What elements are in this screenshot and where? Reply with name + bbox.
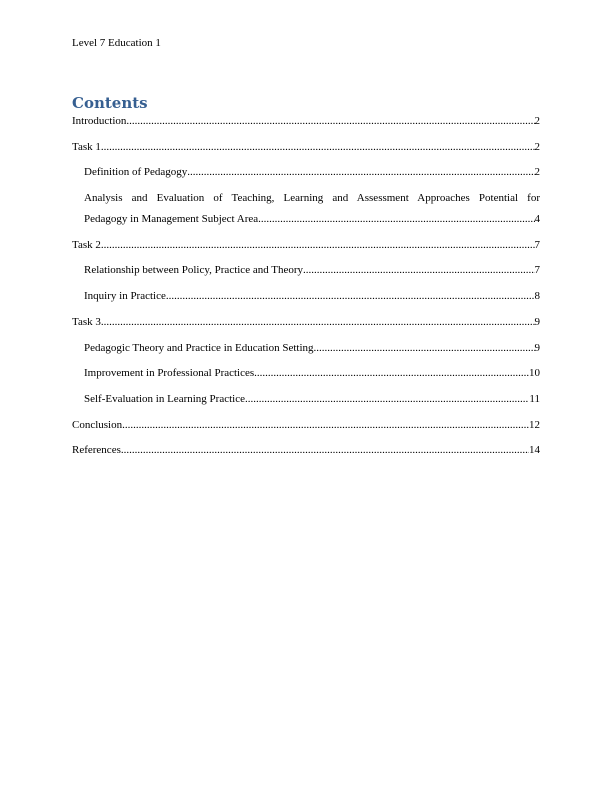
toc-entry-self-evaluation[interactable] (72, 389, 540, 410)
toc-entry-conclusion[interactable] (72, 415, 540, 436)
dot-leader (166, 286, 535, 307)
toc-page-number: 9 (534, 341, 540, 354)
toc-page-number: 7 (534, 238, 540, 251)
toc-entry-label: Task 2 (72, 238, 101, 251)
contents-heading: Contents (72, 94, 148, 112)
toc-entry-inquiry-in-practice[interactable] (72, 286, 540, 307)
toc-entry-relationship[interactable] (72, 260, 540, 281)
toc-page-number: 2 (534, 140, 540, 153)
dot-leader (121, 440, 529, 461)
toc-entry-label: Task 1 (72, 140, 101, 153)
toc-entry-introduction[interactable] (72, 111, 540, 132)
toc-entry-label-line1: Analysis and Evaluation of Teaching, Learning and Assessment Approaches Potential for (84, 192, 540, 205)
toc-entry-label: Improvement in Professional Practices (84, 367, 255, 380)
toc-entry-label: Pedagogy in Management Subject Area (84, 213, 259, 226)
toc-page-number: 14 (529, 444, 540, 457)
toc-page-number: 4 (534, 213, 540, 226)
toc-entry-label: Conclusion (72, 418, 123, 431)
toc-entry-definition-of-pedagogy[interactable] (72, 162, 540, 183)
toc-entry-label: Definition of Pedagogy (84, 166, 188, 179)
table-of-contents (72, 111, 540, 466)
toc-entry-task-1[interactable] (72, 137, 540, 158)
toc-entry-task-3[interactable] (72, 312, 540, 333)
toc-page-number: 2 (534, 115, 540, 127)
toc-entry-analysis-and-evaluation[interactable] (72, 188, 540, 230)
toc-entry-label: References (72, 444, 121, 457)
toc-entry-label: Relationship between Policy, Practice and Theory (84, 264, 304, 277)
dot-leader (101, 312, 535, 333)
dot-leader (245, 389, 529, 410)
dot-leader (126, 111, 534, 132)
dot-leader (101, 137, 535, 158)
toc-page-number: 2 (534, 166, 540, 179)
dot-leader (254, 363, 529, 384)
dot-leader (314, 338, 535, 359)
dot-leader (122, 415, 529, 436)
toc-page-number: 8 (534, 290, 540, 303)
dot-leader (303, 260, 534, 281)
toc-page-number: 11 (529, 392, 540, 405)
toc-entry-task-2[interactable] (72, 235, 540, 256)
toc-entry-pedagogic-theory[interactable] (72, 338, 540, 359)
dot-leader (187, 162, 534, 183)
dot-leader (101, 235, 535, 256)
toc-entry-label: Task 3 (72, 315, 101, 328)
toc-page-number: 10 (529, 367, 540, 380)
toc-entry-label: Introduction (72, 115, 127, 127)
toc-entry-label: Self-Evaluation in Learning Practice (84, 392, 245, 405)
toc-entry-label: Pedagogic Theory and Practice in Education Setting (84, 341, 314, 354)
toc-page-number: 12 (529, 418, 540, 431)
page-header: Level 7 Education 1 (72, 37, 161, 49)
toc-entry-label: Inquiry in Practice (84, 290, 166, 303)
dot-leader (258, 209, 534, 230)
toc-entry-references[interactable] (72, 440, 540, 461)
toc-page-number: 7 (534, 264, 540, 277)
toc-page-number: 9 (534, 315, 540, 328)
toc-entry-improvement[interactable] (72, 363, 540, 384)
